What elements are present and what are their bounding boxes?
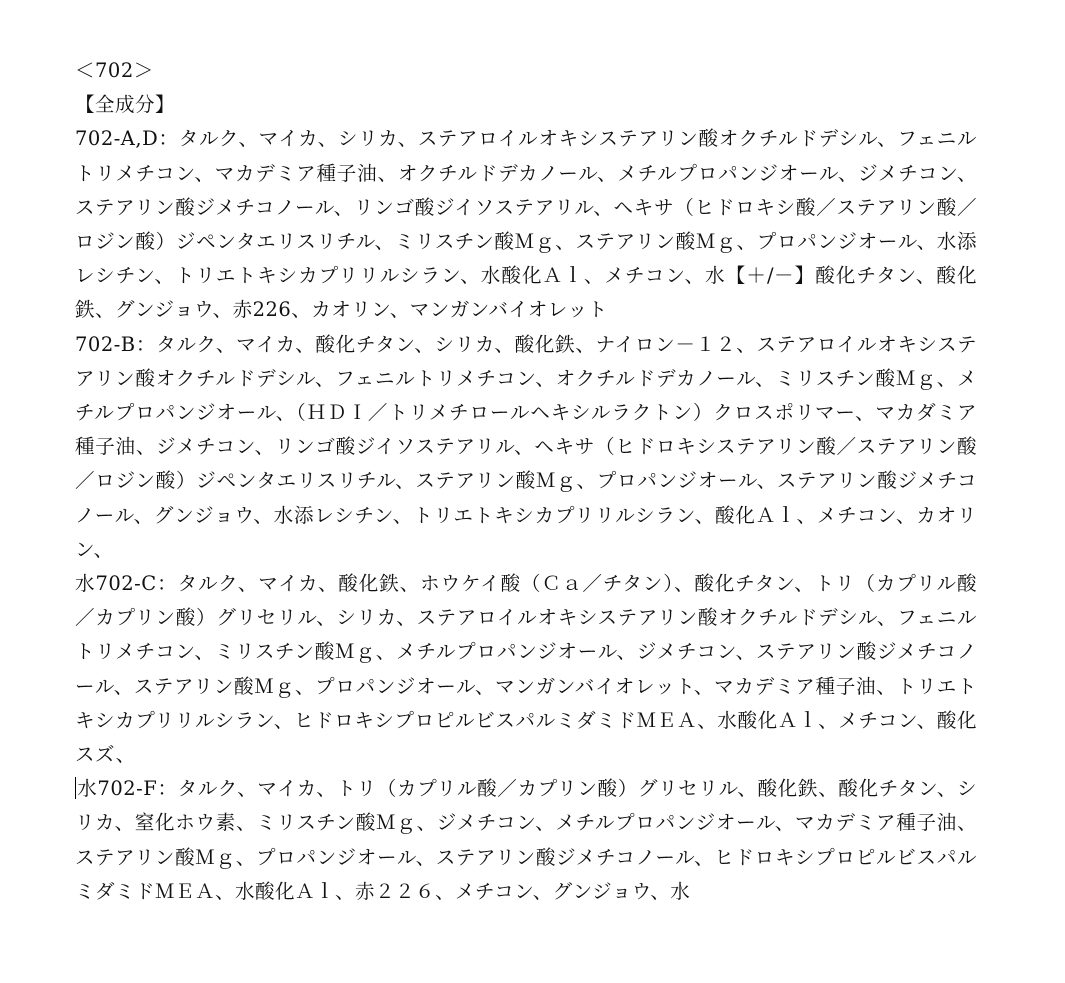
text-cursor xyxy=(75,777,76,799)
ingredient-entry-702-c: 水702-C：タルク、マイカ、酸化鉄、ホウケイ酸（Ｃａ／チタン）、酸化チタン、トリ（カプリル酸／カプリン酸）グリセリル、シリカ、ステアロイルオキシステアリン酸オクチルドデシル、フェニルトリメチコン、ミリスチン酸Ｍｇ、メチルプロパンジオール、ジメチコン、ステアリン酸ジメチコノール、ステアリン酸Ｍｇ、プロパンジオール、マンガンバイオレット、マカデミア種子油、トリエトキシカプリリルシラン、ヒドロキシプロピルビスパルミダミドＭＥＡ、水酸化Ａｌ、メチコン、酸化スズ、 xyxy=(75,572,977,767)
number-heading: ＜702＞ xyxy=(75,59,154,82)
section-heading: 【全成分】 xyxy=(75,93,176,117)
ingredient-entry-702-a-d: 702-A,D：タルク、マイカ、シリカ、ステアロイルオキシステアリン酸オクチルドデシル、フェニルトリメチコン、マカデミア種子油、オクチルドデカノール、メチルプロパンジオール、ジメチコン、ステアリン酸ジメチコノール、リンゴ酸ジイソステアリル、ヘキサ（ヒドロキシ酸／ステアリン酸／ロジン酸）ジペンタエリスリチル、ミリスチン酸Ｍｇ、ステアリン酸Ｍｇ、プロパンジオール、水添レシチン、トリエトキシカプリリルシラン、水酸化Ａｌ、メチコン、水【＋/－】酸化チタン、酸化鉄、グンジョウ、赤226、カオリン、マンガンバイオレット xyxy=(75,127,977,322)
document-body xyxy=(75,54,977,909)
ingredient-entry-702-b: 702-B：タルク、マイカ、酸化チタン、シリカ、酸化鉄、ナイロン－１２、ステアロイルオキシステアリン酸オクチルドデシル、フェニルトリメチコン、オクチルドデカノール、ミリスチン酸Ｍｇ、メチルプロパンジオール、（ＨＤＩ／トリメチロールヘキシルラクトン）クロスポリマー、マカダミア種子油、ジメチコン、リンゴ酸ジイソステアリル、ヘキサ（ヒドロキシステアリン酸／ステアリン酸／ロジン酸）ジペンタエリスリチル、ステアリン酸Ｍｇ、プロパンジオール、ステアリン酸ジメチコノール、グンジョウ、水添レシチン、トリエトキシカプリリルシラン、酸化Ａｌ、メチコン、カオリン、 xyxy=(75,332,977,561)
ingredient-entry-702-f-text: 水702-F：タルク、マイカ、トリ（カプリル酸／カプリン酸）グリセリル、酸化鉄、酸化チタン、シリカ、窒化ホウ素、ミリスチン酸Ｍｇ、ジメチコン、メチルプロパンジオール、マカデミア種子油、ステアリン酸Ｍｇ、プロパンジオール、ステアリン酸ジメチコノール、ヒドロキシプロピルビスパルミダミドＭＥＡ、水酸化Ａｌ、赤２２６、メチコン、グンジョウ、水 xyxy=(75,777,977,903)
ingredient-entry-702-f[interactable] xyxy=(75,772,977,909)
